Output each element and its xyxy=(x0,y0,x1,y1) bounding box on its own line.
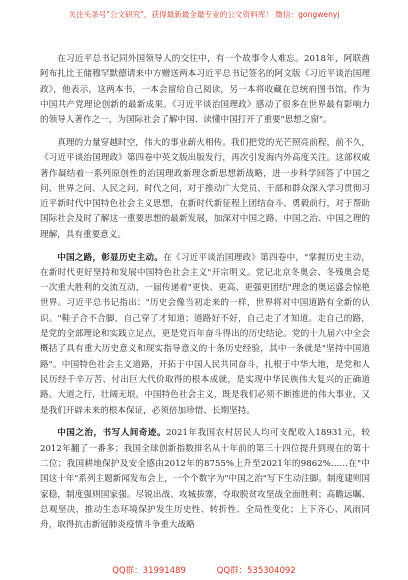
paragraph-text: 在《习近平谈治国理政》第四卷中，"掌握历史主动，在新时代更好坚持和发展中国特色社会主义"开宗明义。党记北京冬奥会、冬残奥会是一次重大胜利的交流互动，一届传递着"更快、更高、更强更团结"理念的奥运盛会惊艳世界。习近平总书记指出："历史会像当初走来的一样，世界将对中国道路有全新的认识。"鞋子合不合脚，自己穿了才知道；道路好不好，自己走了才知道。走自己的路，是党的全部理论和实践立足点，更是党百年奋斗得出的历史结论。党的十九届六中全会概括了具有重大历史意义和现实指导意义的十条历史经验，其中一条就是"坚持中国道路"。中国特色社会主义道路，开拓于中国人民共同奋斗，扎根于中华大地，是党和人民历经千辛万苦、付出巨大代价取得的根本成就，是实现中华民族伟大复兴的正确道路。大道之行，壮阔无垠。中国特色社会主义，既是我们必须不断推进的伟大事业，又是我们开辟未来的根本保证，必须倍加珍惜、长期坚持。 xyxy=(40,252,370,416)
paragraph xyxy=(40,52,370,128)
paragraph-text: 在习近平总书记同外国领导人的交往中，有一个故事令人难忘。2018年，阿联酋阿布扎比王储穆罕默德请来中方赠送两本习近平总书记签名的阿文版《习近平谈治国理政》，他表示，这两本书，一本会留给自己阅读，另一本将收藏在总统府图书馆，作为中国共产党理论创新的最新成果。《习近平谈治国理政》感动了很多在世界最有影响力的领导人著作之一，为国际社会了解中国、读懂中国打开了重要"思想之窗"。 xyxy=(40,54,370,126)
paragraph-text: 真理的力量穿越时空，伟大的事业薪火相传。我们把党的光芒照亮前程，前不久，《习近平谈治国理政》第四卷中英文版出版发行，再次引发海内外高度关注。这部权威著作凝结着一系列原创性的治国理政新理念新思想新战略，进一步科学回答了中国之问、世界之问、人民之问、时代之问，对于推动广大党员、干部和群众深入学习贯彻习近平新时代中国特色社会主义思想，在新时代新征程上团结奋斗、勇毅前行，对于帮助国际社会及时了解这一重要思想的最新发展，加深对中国之路、中国之治、中国之理的理解，具有重要意义。 xyxy=(40,137,370,240)
paragraph xyxy=(40,251,370,419)
footer-contacts xyxy=(0,564,408,576)
footer-qq-group-2: QQ群：535304092 xyxy=(216,566,296,576)
paragraph-lead: 中国之路，彰显历史主动。 xyxy=(57,252,164,263)
paragraph xyxy=(40,426,370,533)
footer-qq-group-1: QQ群：31991489 xyxy=(112,566,186,576)
paragraph-lead: 中国之治，书写人间奇迹。 xyxy=(57,428,167,439)
article-body xyxy=(40,52,370,533)
paragraph-text: 2021年我国农村居民人均可支配收入18931元，较2012年翻了一番多；我国全球创新指数排名从十年前的第三十四位提升到现在的第十二位；我国耕地保护及安全感由2012年的8755%上升至2021年的9862%……在"中国这十年"系列主题新闻发布会上，一个个数字为"中国之治"写下生动注脚。制度建则国家稳，制度强则国家强。尽锐出战、攻城拔寨，夺取脱贫攻坚战全面胜利；高瞻远瞩、总观坚决，推动生态环境保护发生历史性、转折性、全局性变化；上下齐心、风雨同舟，取得抗击新冠肺炎疫情斗争重大战略 xyxy=(40,428,370,531)
header-banner xyxy=(0,0,408,36)
paragraph xyxy=(40,136,370,243)
banner-text: 关注头条号"公文研究"，获得最新最全最专业的公文资料库！ 微信：gongwenyj xyxy=(68,10,340,19)
